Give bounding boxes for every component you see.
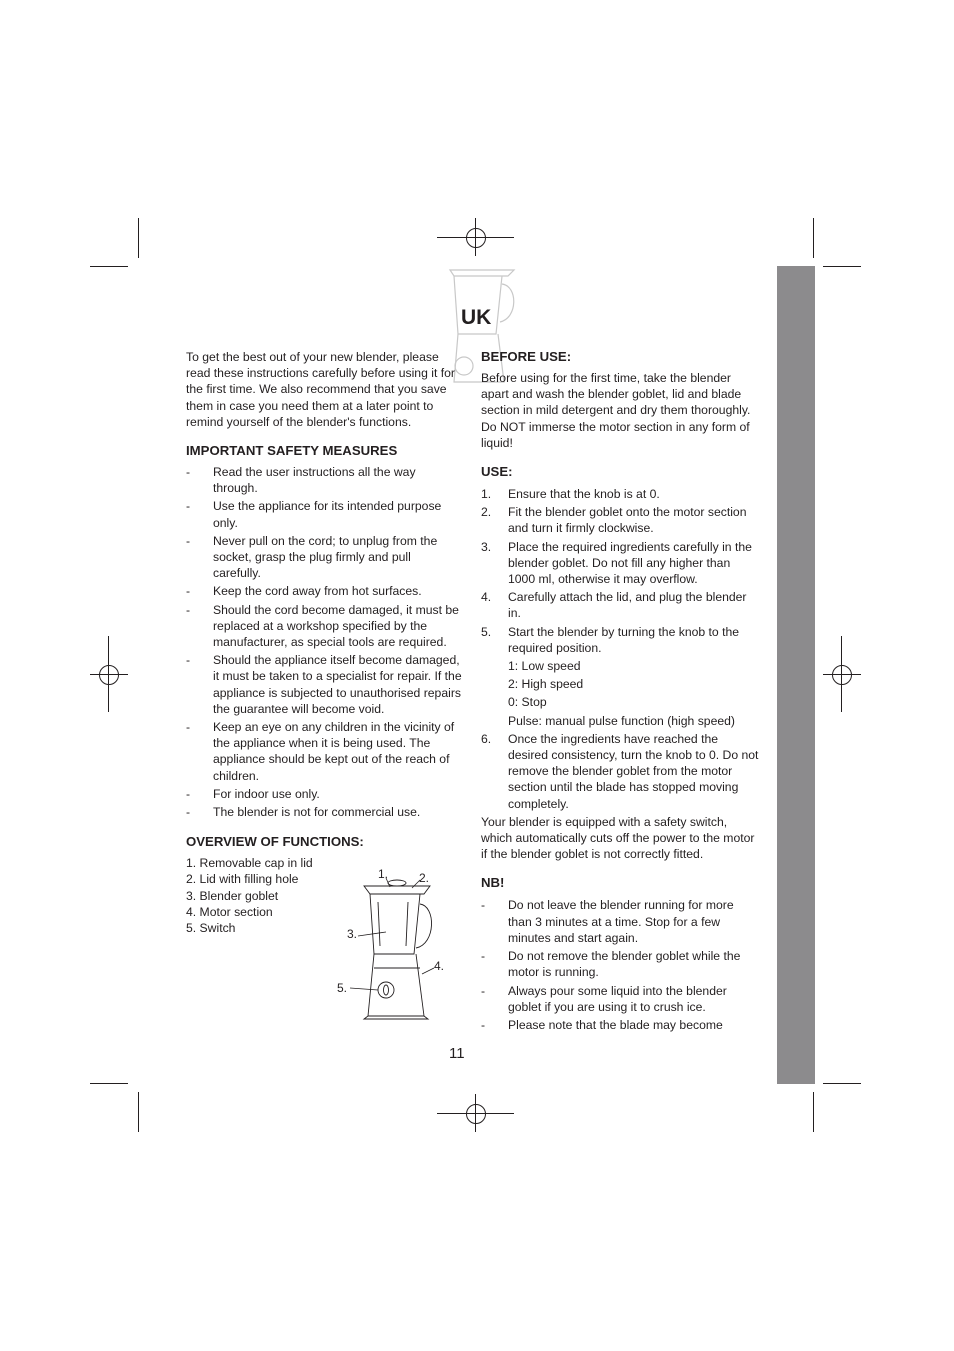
blender-diagram — [350, 870, 450, 1020]
safety-list — [186, 464, 462, 820]
intro-paragraph: To get the best out of your new blender, please read these instructions carefully before using it for the first time. We also recommend that you save them in case you need them at a later point to remind yourself of the blender's functions. — [186, 350, 455, 429]
page-number: 11 — [449, 1045, 465, 1062]
use-steps-continued — [481, 731, 759, 812]
list-item: 2. Fit the blender goblet onto the motor section and turn it firmly clockwise. — [481, 505, 747, 536]
overview-heading: OVERVIEW OF FUNCTIONS: — [186, 834, 364, 850]
right-column — [481, 349, 759, 1035]
nb-heading: NB! — [481, 875, 505, 891]
callout-label-4: 4. — [434, 959, 445, 973]
list-item: - For indoor use only. — [186, 786, 320, 801]
list-item: - Read the user instructions all the way through. — [186, 465, 416, 496]
list-item: 6. Once the ingredients have reached the desired consistency, turn the knob to 0. Do not remove the blender goblet from the motor section until the blade has stopped moving completely. — [481, 731, 759, 811]
list-item: 1. Removable cap in lid — [186, 856, 313, 871]
list-item: - Do not remove the blender goblet while the motor is running. — [481, 949, 741, 980]
list-item: - Use the appliance for its intended purpose only. — [186, 499, 442, 530]
list-item: - Do not leave the blender running for more than 3 minutes at a time. Stop for a few minutes and start again. — [481, 898, 734, 945]
list-item: 2. Lid with filling hole — [186, 872, 299, 887]
list-item: - Never pull on the cord; to unplug from the socket, grasp the plug firmly and pull carefully. — [186, 533, 438, 581]
safety-heading: IMPORTANT SAFETY MEASURES — [186, 443, 398, 459]
list-item: 1. Ensure that the knob is at 0. — [481, 487, 660, 502]
speed-setting: 0: Stop — [508, 695, 547, 710]
list-item: - Always pour some liquid into the blender goblet if you are using it to crush ice. — [481, 983, 727, 1014]
use-steps — [481, 486, 759, 656]
speed-setting: 2: High speed — [508, 677, 584, 692]
list-item: - Please note that the blade may become — [481, 1017, 723, 1032]
list-item: - Should the cord become damaged, it must be replaced at a workshop specified by the manufacturer, as special tools are required. — [186, 602, 459, 650]
speed-settings — [481, 658, 759, 729]
left-column — [186, 349, 462, 936]
use-heading: USE: — [481, 464, 513, 480]
list-item: - Keep an eye on any children in the vicinity of the appliance when it is being used. The appliance should be kept out of the reach of children. — [186, 720, 455, 783]
before-use-paragraph: Before using for the first time, take the blender apart and wash the blender goblet, lid and blade section in mild detergent and dry them thoroughly. Do NOT immerse the motor section in any form of liquid! — [481, 371, 751, 450]
safety-switch-paragraph: Your blender is equipped with a safety switch, which automatically cuts off the power to the motor if the blender goblet is not correctly fitted. — [481, 814, 755, 862]
callout-label-2: 2. — [419, 871, 430, 885]
speed-setting: 1: Low speed — [508, 659, 581, 674]
nb-list — [481, 897, 759, 1033]
list-item: 4. Carefully attach the lid, and plug the blender in. — [481, 590, 747, 621]
list-item: 3. Place the required ingredients carefully in the blender goblet. Do not fill any higher than 1000 ml, otherwise it may overflow. — [481, 539, 752, 587]
callout-label-5: 5. — [337, 981, 348, 995]
callout-label-1: 1. — [378, 867, 389, 881]
list-item: 3. Blender goblet — [186, 888, 279, 903]
list-item: 4. Motor section — [186, 904, 273, 919]
list-item: 5. Start the blender by turning the knob to the required position. — [481, 624, 740, 655]
list-item: 5. Switch — [186, 921, 236, 936]
side-tab-band — [777, 266, 815, 1084]
language-tag: UK — [461, 306, 492, 329]
before-use-heading: BEFORE USE: — [481, 349, 572, 364]
speed-setting: Pulse: manual pulse function (high speed) — [508, 713, 735, 728]
list-item: - Keep the cord away from hot surfaces. — [186, 584, 422, 599]
list-item: - Should the appliance itself become damaged, it must be taken to a specialist for repair. If the appliance is subjected to unauthorised repairs the guarantee will become void. — [186, 653, 462, 716]
list-item: - The blender is not for commercial use. — [186, 805, 421, 820]
callout-label-3: 3. — [347, 927, 358, 941]
